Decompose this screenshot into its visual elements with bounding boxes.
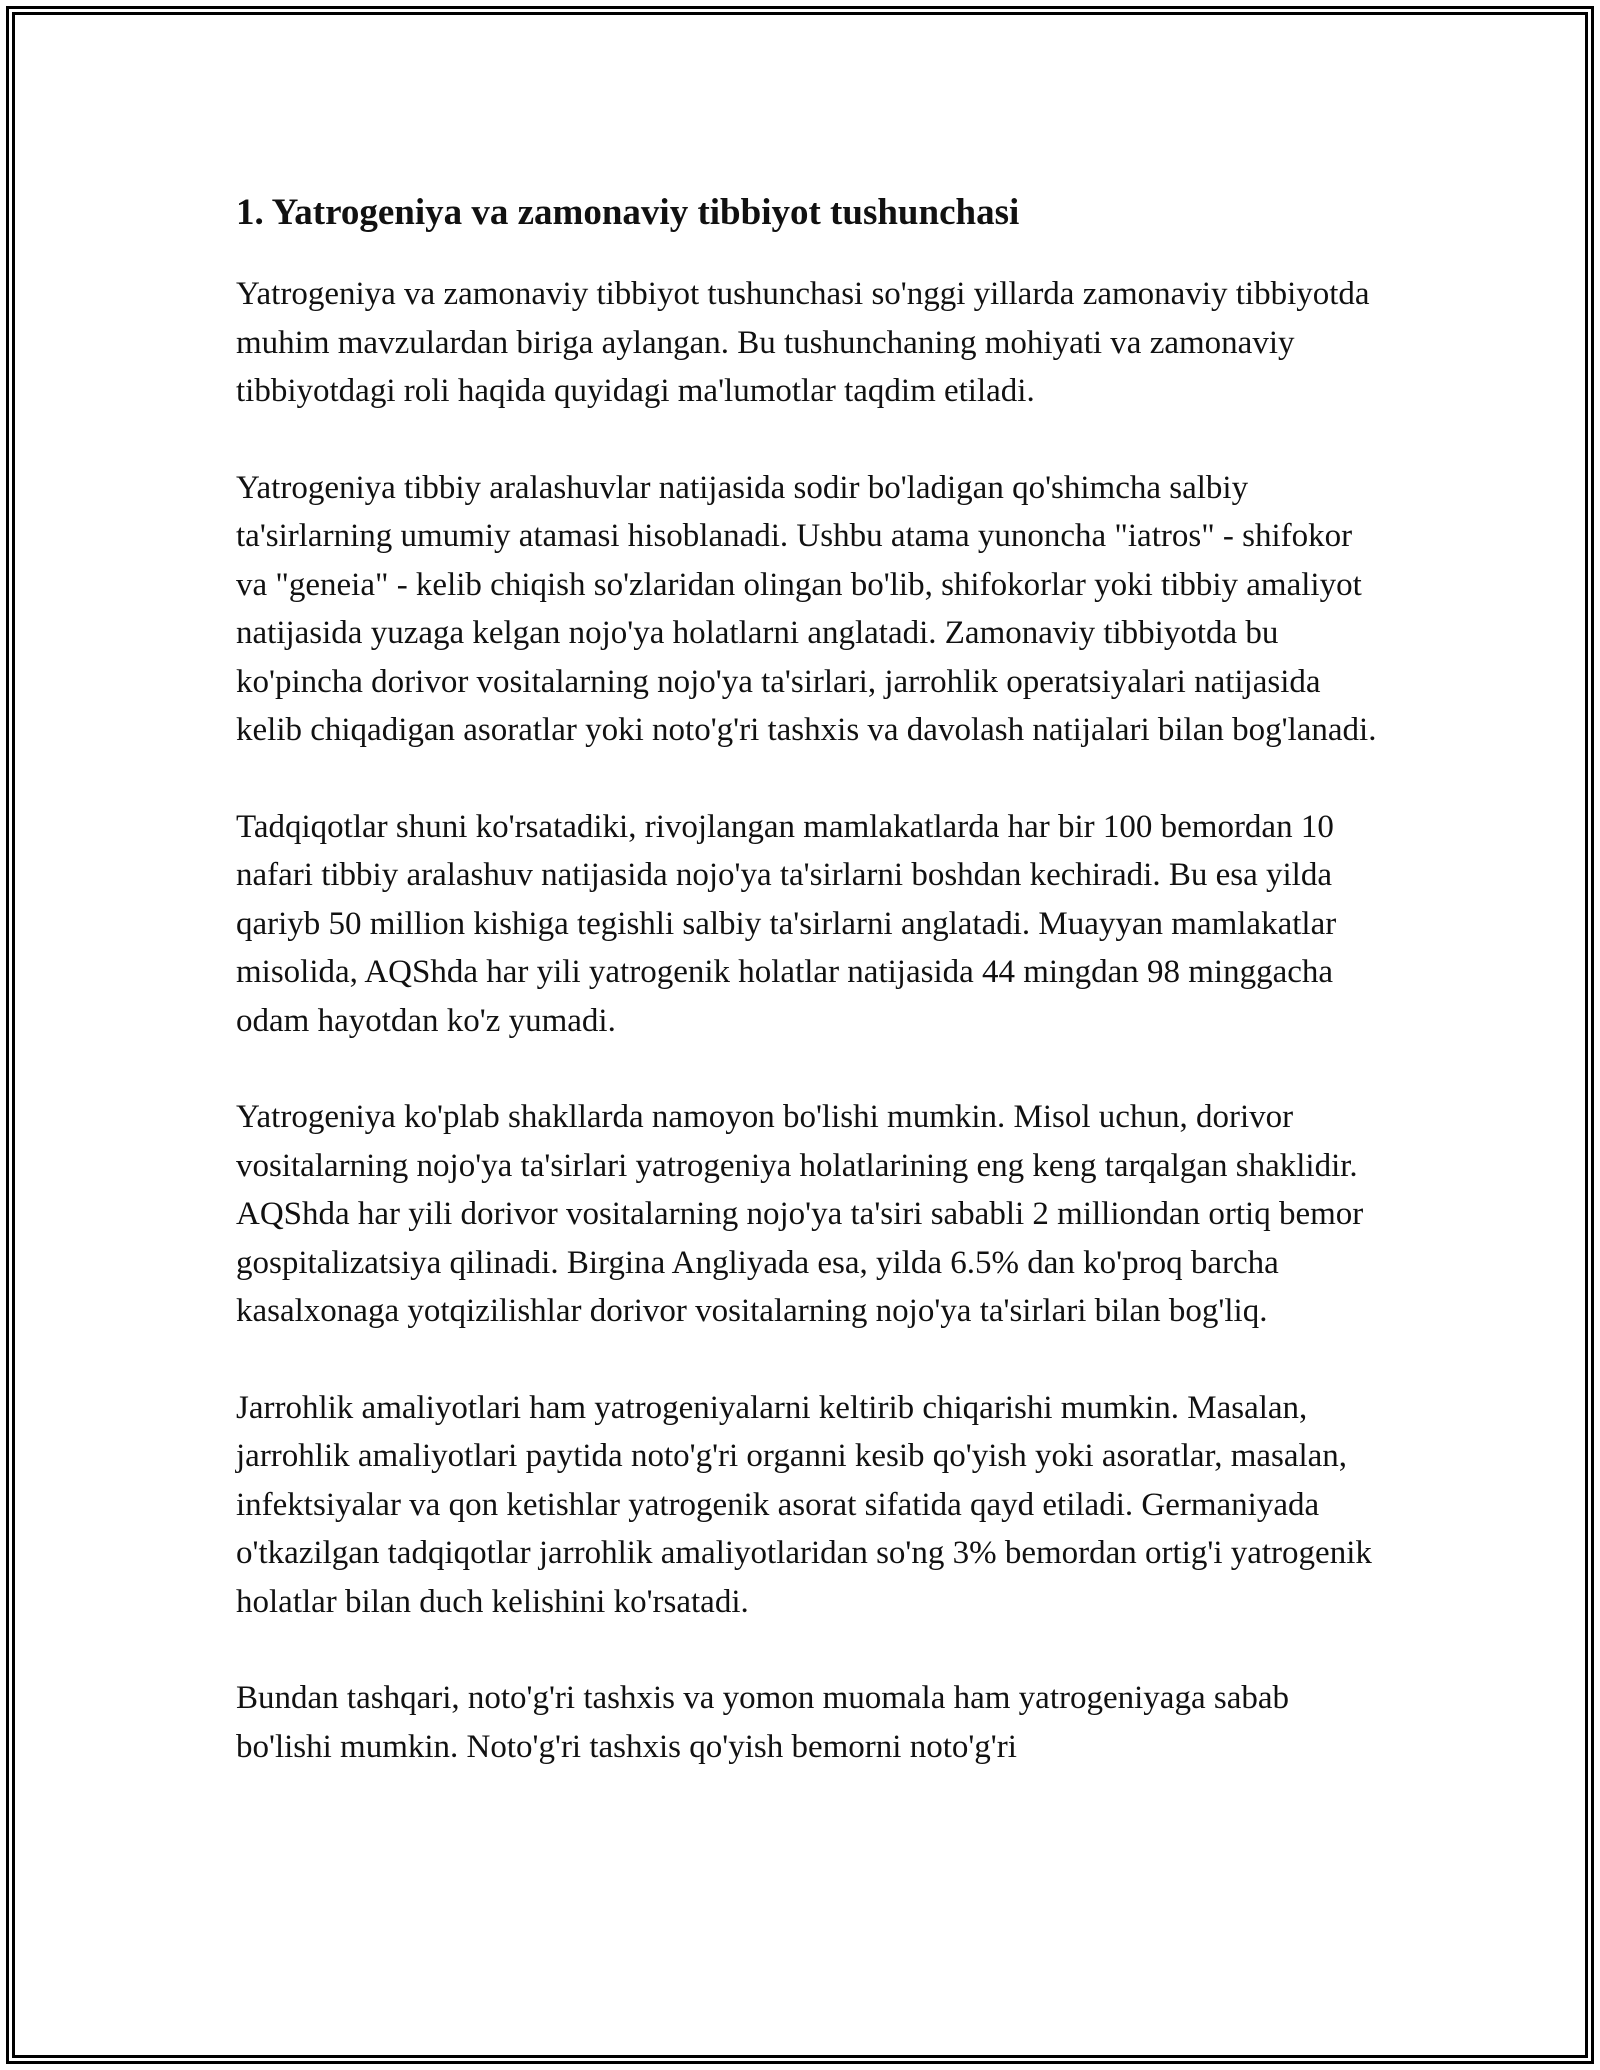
paragraph-definition: Yatrogeniya tibbiy aralashuvlar natijasida sodir bo'ladigan qo'shimcha salbiy ta'sirlarning umumiy atamasi hisoblanadi. Ushbu atama yunoncha "iatros" - shifokor va "geneia" - kelib chiqish so'zlaridan olingan bo'lib, shifokorlar yoki tibbiy amaliyot natijasida yuzaga kelgan nojo'ya holatlarni anglatadi. Zamonaviy tibbiyotda bu ko'pincha dorivor vositalarning nojo'ya ta'sirlari, jarrohlik operatsiyalari natijasida kelib chiqadigan asoratlar yoki noto'g'ri tashxis va davolash natijalari bilan bog'lanadi.: [236, 469, 1377, 748]
document-body: [236, 190, 1384, 1819]
paragraph-medication: Yatrogeniya ko'plab shakllarda namoyon bo'lishi mumkin. Misol uchun, dorivor vositalarning nojo'ya ta'sirlari yatrogeniya holatlarining eng keng tarqalgan shaklidir. AQShda har yili dorivor vositalarning nojo'ya ta'siri sababli 2 milliondan ortiq bemor gospitalizatsiya qilinadi. Birgina Angliyada esa, yilda 6.5% dan ko'proq barcha kasalxonaga yotqizilishlar dorivor vositalarning nojo'ya ta'sirlari bilan bog'liq.: [236, 1099, 1364, 1329]
section-title: 1. Yatrogeniya va zamonaviy tibbiyot tushunchasi: [236, 192, 1020, 233]
paragraph-intro: Yatrogeniya va zamonaviy tibbiyot tushunchasi so'nggi yillarda zamonaviy tibbiyotda muhim mavzulardan biriga aylangan. Bu tushunchaning mohiyati va zamonaviy tibbiyotdagi roli haqida quyidagi ma'lumotlar taqdim etiladi.: [236, 276, 1370, 409]
paragraph-surgery: Jarrohlik amaliyotlari ham yatrogeniyalarni keltirib chiqarishi mumkin. Masalan, jarrohlik amaliyotlari paytida noto'g'ri organni kesib qo'yish yoki asoratlar, masalan, infektsiyalar va qon ketishlar yatrogenik asorat sifatida qayd etiladi. Germaniyada o'tkazilgan tadqiqotlar jarrohlik amaliyotlaridan so'ng 3% bemordan ortig'i yatrogenik holatlar bilan duch kelishini ko'rsatadi.: [236, 1389, 1372, 1620]
paragraph-statistics: Tadqiqotlar shuni ko'rsatadiki, rivojlangan mamlakatlarda har bir 100 bemordan 10 nafari tibbiy aralashuv natijasida nojo'ya ta'sirlarni boshdan kechiradi. Bu esa yilda qariyb 50 million kishiga tegishli salbiy ta'sirlarni anglatadi. Muayyan mamlakatlar misolida, AQShda har yili yatrogenik holatlar natijasida 44 mingdan 98 minggacha odam hayotdan ko'z yumadi.: [236, 808, 1337, 1039]
paragraph-diagnosis: Bundan tashqari, noto'g'ri tashxis va yomon muomala ham yatrogeniyaga sabab bo'lishi mumkin. Noto'g'ri tashxis qo'yish bemorni noto'g'ri: [236, 1680, 1289, 1765]
